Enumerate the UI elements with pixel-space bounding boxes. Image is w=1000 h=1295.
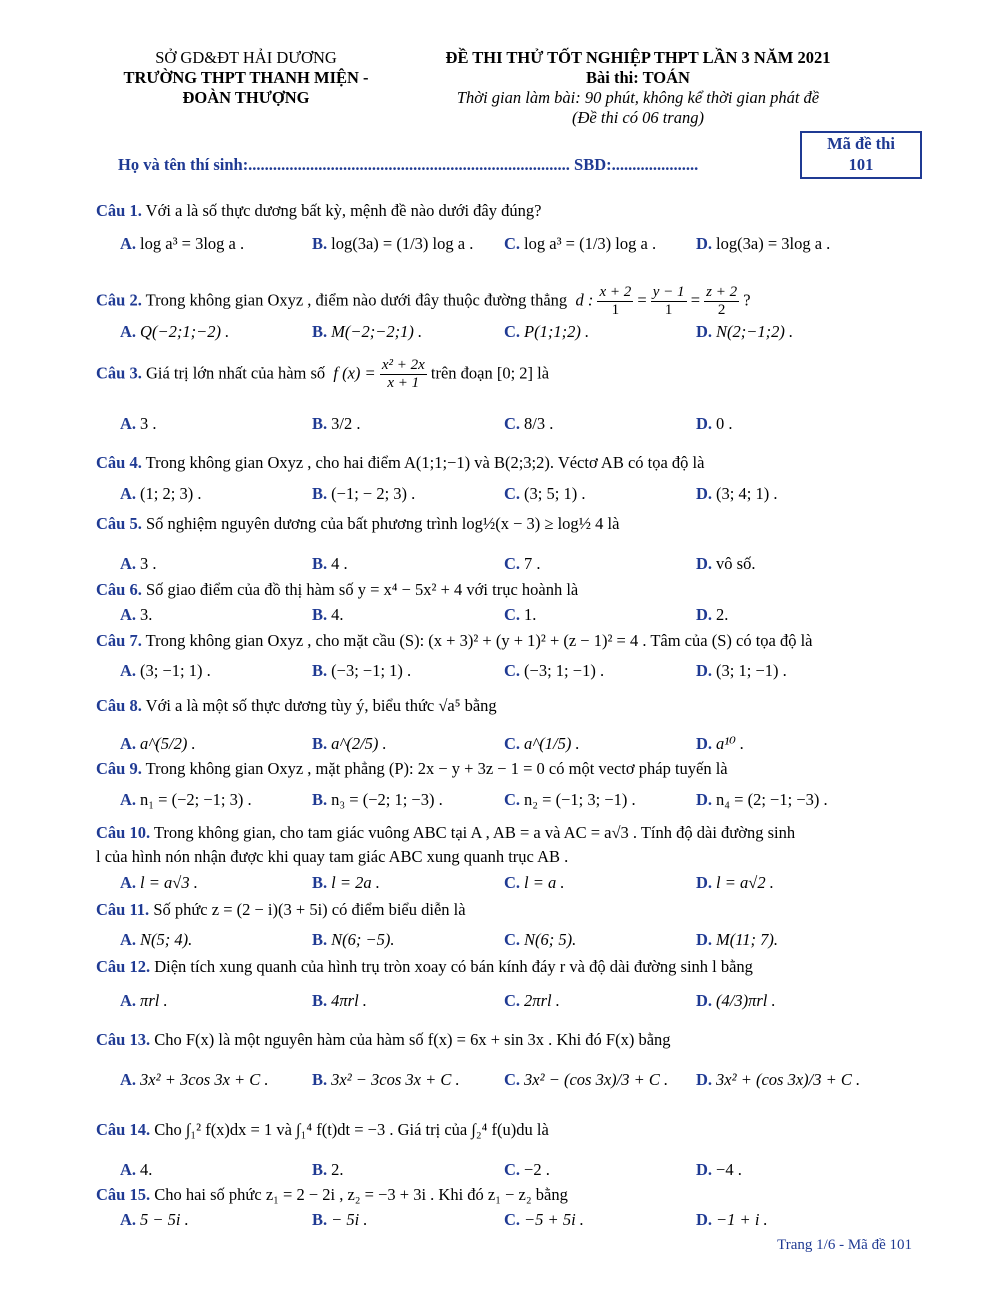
option-text: a^(5/2) . <box>140 734 196 753</box>
option-text: P(1;1;2) . <box>524 322 590 341</box>
option-text: 3 . <box>140 414 157 433</box>
q8-option-a[interactable]: A. a^(5/2) . <box>120 734 196 753</box>
q6-option-b[interactable]: B. 4. <box>312 605 344 624</box>
q7-option-a[interactable]: A. (3; −1; 1) . <box>120 661 211 680</box>
option-text: 1. <box>524 605 537 624</box>
option-text: n₄ = (2; −1; −3) . <box>716 790 828 809</box>
q7-option-b[interactable]: B. (−3; −1; 1) . <box>312 661 412 680</box>
option-text: a^(2/5) . <box>331 734 387 753</box>
option-text: 5 − 5i . <box>140 1210 189 1229</box>
q14-option-b[interactable]: B. 2. <box>312 1160 344 1179</box>
school-name: TRƯỜNG THPT THANH MIỆN - <box>123 68 369 87</box>
q9-option-d[interactable]: D. n₄ = (2; −1; −3) . <box>696 790 828 809</box>
school-header <box>96 48 396 108</box>
option-text: a¹⁰ . <box>716 734 745 753</box>
question-text: Trong không gian Oxyz , cho mặt cầu (S): (x + 3)² + (y + 1)² + (z − 1)² = 4 . Tâm của (S) có tọa độ là <box>145 631 813 650</box>
question-6 <box>96 580 578 600</box>
q8-option-c[interactable]: C. a^(1/5) . <box>504 734 580 753</box>
question-text: Số nghiệm nguyên dương của bất phương trình log½(x − 3) ≥ log½ 4 là <box>145 514 620 533</box>
exam-time: Thời gian làm bài: 90 phút, không kể thời gian phát đề <box>456 88 820 107</box>
page-footer: Trang 1/6 - Mã đề 101 <box>777 1237 912 1253</box>
option-text: Q(−2;1;−2) . <box>140 322 230 341</box>
q3-option-d[interactable]: D. 0 . <box>696 414 733 433</box>
option-text: 4. <box>331 605 344 624</box>
question-label: Câu 12. <box>96 957 151 976</box>
option-text: (3; 5; 1) . <box>524 484 586 503</box>
q4-option-d[interactable]: D. (3; 4; 1) . <box>696 484 778 503</box>
candidate-line: Họ và tên thí sinh:.............................................................................. SBD:..................... <box>118 155 699 174</box>
q5-option-b[interactable]: B. 4 . <box>312 554 348 573</box>
option-text: log a³ = 3log a . <box>140 234 245 253</box>
department-name: SỞ GD&ĐT HẢI DƯƠNG <box>155 48 337 67</box>
exam-title: ĐỀ THI THỬ TỐT NGHIỆP THPT LẦN 3 NĂM 2021 <box>445 48 831 67</box>
option-text: N(6; 5). <box>524 930 577 949</box>
option-text: n₂ = (−1; 3; −1) . <box>524 790 636 809</box>
question-label: Câu 1. <box>96 201 142 220</box>
option-text: −1 + i . <box>716 1210 768 1229</box>
q13-option-b[interactable]: B. 3x² − 3cos 3x + C . <box>312 1070 460 1089</box>
q5-option-d[interactable]: D. vô số. <box>696 554 756 573</box>
question-label: Câu 7. <box>96 631 142 650</box>
q5-option-a[interactable]: A. 3 . <box>120 554 157 573</box>
option-text: 3 . <box>140 554 157 573</box>
exam-code-value: 101 <box>848 155 874 174</box>
question-text: Với a là một số thực dương tùy ý, biểu thức √a⁵ bằng <box>145 696 497 715</box>
option-text: n₃ = (−2; 1; −3) . <box>331 790 443 809</box>
option-text: 2. <box>716 605 729 624</box>
option-text: l = a√3 . <box>140 873 198 892</box>
q15-option-b[interactable]: B. − 5i . <box>312 1210 368 1229</box>
option-text: a^(1/5) . <box>524 734 580 753</box>
question-label: Câu 4. <box>96 453 142 472</box>
q10-option-a[interactable]: A. l = a√3 . <box>120 873 198 892</box>
q4-option-b[interactable]: B. (−1; − 2; 3) . <box>312 484 416 503</box>
q4-option-c[interactable]: C. (3; 5; 1) . <box>504 484 586 503</box>
question-text: Trong không gian Oxyz , mặt phẳng (P): 2x − y + 3z − 1 = 0 có một vectơ pháp tuyến là <box>145 759 728 778</box>
exam-code-box <box>800 131 922 179</box>
option-text: (−1; − 2; 3) . <box>331 484 416 503</box>
option-text: n₁ = (−2; −1; 3) . <box>140 790 252 809</box>
question-label: Câu 3. <box>96 363 142 383</box>
q11-option-c[interactable]: C. N(6; 5). <box>504 930 577 949</box>
q1-option-d[interactable]: D. log(3a) = 3log a . <box>696 234 831 253</box>
question-9 <box>96 759 728 779</box>
exam-code-label: Mã đề thi <box>827 134 895 153</box>
option-text: log a³ = (1/3) log a . <box>524 234 657 253</box>
q1-option-a[interactable]: A. log a³ = 3log a . <box>120 234 245 253</box>
question-15 <box>96 1185 568 1205</box>
q1-option-b[interactable]: B. log(3a) = (1/3) log a . <box>312 234 474 253</box>
question-10-line-2: l của hình nón nhận được khi quay tam giác ABC xung quanh trục AB . <box>96 847 569 866</box>
q11-option-a[interactable]: A. N(5; 4). <box>120 930 193 949</box>
question-3: Câu 3. Giá trị lớn nhất của hàm số f (x) = $\frac{\text{x² + 2x}}{x + 1}$ trên đoạn [0; 2] là <box>96 357 550 391</box>
q14-option-d[interactable]: D. −4 . <box>696 1160 742 1179</box>
question-text: Giá trị lớn nhất của hàm số <box>145 363 326 383</box>
question-10 <box>96 823 795 843</box>
option-text: log(3a) = (1/3) log a . <box>331 234 474 253</box>
school-name-2: ĐOÀN THƯỢNG <box>182 88 310 107</box>
option-text: 7 . <box>524 554 541 573</box>
q1-option-c[interactable]: C. log a³ = (1/3) log a . <box>504 234 657 253</box>
q12-option-c[interactable]: C. 2πrl . <box>504 991 560 1010</box>
option-text: 4. <box>140 1160 153 1179</box>
exam-pages: (Đề thi có 06 trang) <box>572 108 704 127</box>
option-text: M(−2;−2;1) . <box>331 322 423 341</box>
q10-option-b[interactable]: B. l = 2a . <box>312 873 380 892</box>
q9-option-a[interactable]: A. n₁ = (−2; −1; 3) . <box>120 790 252 809</box>
option-text: 3x² − (cos 3x)/3 + C . <box>524 1070 669 1089</box>
option-text: 3/2 . <box>331 414 361 433</box>
option-text: 3. <box>140 605 153 624</box>
option-text: −2 . <box>524 1160 550 1179</box>
q12-option-a[interactable]: A. πrl . <box>120 991 168 1010</box>
question-label: Câu 8. <box>96 696 142 715</box>
option-text: 0 . <box>716 414 733 433</box>
question-12 <box>96 957 753 977</box>
option-text: −5 + 5i . <box>524 1210 584 1229</box>
question-label: Câu 9. <box>96 759 142 778</box>
q7-option-d[interactable]: D. (3; 1; −1) . <box>696 661 787 680</box>
question-11 <box>96 900 466 920</box>
option-text: l = 2a . <box>331 873 380 892</box>
q12-option-d[interactable]: D. (4/3)πrl . <box>696 991 776 1010</box>
exam-header <box>408 48 868 128</box>
option-text: − 5i . <box>331 1210 368 1229</box>
question-7 <box>96 631 813 651</box>
q8-option-d[interactable]: D. a¹⁰ . <box>696 734 745 753</box>
option-text: 3x² − 3cos 3x + C . <box>331 1070 460 1089</box>
option-text: N(6; −5). <box>331 930 395 949</box>
q6-option-d[interactable]: D. 2. <box>696 605 729 624</box>
option-text: 3x² + 3cos 3x + C . <box>140 1070 269 1089</box>
option-text: (3; −1; 1) . <box>140 661 211 680</box>
q13-option-d[interactable]: D. 3x² + (cos 3x)/3 + C . <box>696 1070 861 1089</box>
option-text: N(5; 4). <box>140 930 193 949</box>
question-label: Câu 10. <box>96 823 151 842</box>
option-text: 4 . <box>331 554 348 573</box>
option-text: (1; 2; 3) . <box>140 484 202 503</box>
option-text: M(11; 7). <box>716 930 779 949</box>
q8-option-b[interactable]: B. a^(2/5) . <box>312 734 387 753</box>
question-label: Câu 5. <box>96 514 142 533</box>
question-text: Cho hai số phức z₁ = 2 − 2i , z₂ = −3 + 3i . Khi đó z₁ − z₂ bằng <box>154 1185 568 1204</box>
q4-option-a[interactable]: A. (1; 2; 3) . <box>120 484 202 503</box>
option-text: πrl . <box>140 991 168 1010</box>
option-text: N(2;−1;2) . <box>716 322 794 341</box>
option-text: 3x² + (cos 3x)/3 + C . <box>716 1070 861 1089</box>
option-text: (−3; −1; 1) . <box>331 661 412 680</box>
question-text-tail: trên đoạn [0; 2] là <box>430 363 550 383</box>
option-text: 2. <box>331 1160 344 1179</box>
question-text: Trong không gian, cho tam giác vuông ABC tại A , AB = a và AC = a√3 . Tính độ dài đường sinh <box>153 823 796 842</box>
q7-option-c[interactable]: C. (−3; 1; −1) . <box>504 661 605 680</box>
q13-option-a[interactable]: A. 3x² + 3cos 3x + C . <box>120 1070 269 1089</box>
q3-option-b[interactable]: B. 3/2 . <box>312 414 361 433</box>
question-text: Diện tích xung quanh của hình trụ tròn xoay có bán kính đáy r và độ dài đường sinh l bằng <box>154 957 753 976</box>
q10-option-d[interactable]: D. l = a√2 . <box>696 873 774 892</box>
q9-option-b[interactable]: B. n₃ = (−2; 1; −3) . <box>312 790 443 809</box>
question-text: Với a là số thực dương bất kỳ, mệnh đề nào dưới đây đúng? <box>145 201 542 220</box>
q10-option-c[interactable]: C. l = a . <box>504 873 565 892</box>
question-label: Câu 11. <box>96 900 150 919</box>
option-text: −4 . <box>716 1160 742 1179</box>
question-4 <box>96 453 704 473</box>
option-text: (4/3)πrl . <box>716 991 776 1010</box>
q11-option-d[interactable]: D. M(11; 7). <box>696 930 779 949</box>
q9-option-c[interactable]: C. n₂ = (−1; 3; −1) . <box>504 790 636 809</box>
exam-subject: Bài thi: TOÁN <box>586 68 690 87</box>
q2-option-b[interactable]: B. M(−2;−2;1) . <box>312 322 423 341</box>
option-text: 8/3 . <box>524 414 554 433</box>
question-label: Câu 6. <box>96 580 142 599</box>
question-label: Câu 15. <box>96 1185 151 1204</box>
q2-option-a[interactable]: A. Q(−2;1;−2) . <box>120 322 230 341</box>
q3-option-c[interactable]: C. 8/3 . <box>504 414 554 433</box>
question-1 <box>96 201 541 221</box>
option-text: (−3; 1; −1) . <box>524 661 605 680</box>
question-2: Câu 2. Trong không gian Oxyz , điểm nào dưới đây thuộc đường thẳng d : $\frac{x + 2}{1}$ = $\frac{y - 1}{1}$ = $\frac{z + 2}{2}$ ? <box>96 284 751 318</box>
q2-option-d[interactable]: D. N(2;−1;2) . <box>696 322 794 341</box>
question-8 <box>96 696 497 716</box>
option-text: l = a√2 . <box>716 873 774 892</box>
q2-option-c[interactable]: C. P(1;1;2) . <box>504 322 590 341</box>
question-text: Cho ∫₁² f(x)dx = 1 và ∫₁⁴ f(t)dt = −3 . Giá trị của ∫₂⁴ f(u)du là <box>154 1120 549 1139</box>
q5-option-c[interactable]: C. 7 . <box>504 554 541 573</box>
q6-option-c[interactable]: C. 1. <box>504 605 537 624</box>
q14-option-a[interactable]: A. 4. <box>120 1160 153 1179</box>
option-text: l = a . <box>524 873 565 892</box>
q15-option-a[interactable]: A. 5 − 5i . <box>120 1210 189 1229</box>
question-text: Trong không gian Oxyz , điểm nào dưới đây thuộc đường thẳng <box>145 290 568 310</box>
question-14 <box>96 1120 549 1140</box>
question-text: Số giao điểm của đồ thị hàm số y = x⁴ − 5x² + 4 với trục hoành là <box>145 580 579 599</box>
question-label: Câu 13. <box>96 1030 151 1049</box>
q11-option-b[interactable]: B. N(6; −5). <box>312 930 395 949</box>
option-text: (3; 4; 1) . <box>716 484 778 503</box>
option-text: vô số. <box>716 554 756 573</box>
question-5 <box>96 514 619 534</box>
q3-option-a[interactable]: A. 3 . <box>120 414 157 433</box>
question-label: Câu 14. <box>96 1120 151 1139</box>
q13-option-c[interactable]: C. 3x² − (cos 3x)/3 + C . <box>504 1070 669 1089</box>
option-text: log(3a) = 3log a . <box>716 234 831 253</box>
question-text: Trong không gian Oxyz , cho hai điểm A(1;1;−1) và B(2;3;2). Véctơ AB có tọa độ là <box>145 453 705 472</box>
question-13 <box>96 1030 671 1050</box>
question-label: Câu 2. <box>96 290 142 310</box>
option-text: 2πrl . <box>524 991 560 1010</box>
q15-option-d[interactable]: D. −1 + i . <box>696 1210 768 1229</box>
option-text: (3; 1; −1) . <box>716 661 787 680</box>
option-text: 4πrl . <box>331 991 367 1010</box>
q14-option-c[interactable]: C. −2 . <box>504 1160 550 1179</box>
q12-option-b[interactable]: B. 4πrl . <box>312 991 367 1010</box>
question-text: Số phức z = (2 − i)(3 + 5i) có điểm biểu diễn là <box>153 900 466 919</box>
q15-option-c[interactable]: C. −5 + 5i . <box>504 1210 584 1229</box>
question-text: Cho F(x) là một nguyên hàm của hàm số f(x) = 6x + sin 3x . Khi đó F(x) bằng <box>154 1030 671 1049</box>
q6-option-a[interactable]: A. 3. <box>120 605 153 624</box>
